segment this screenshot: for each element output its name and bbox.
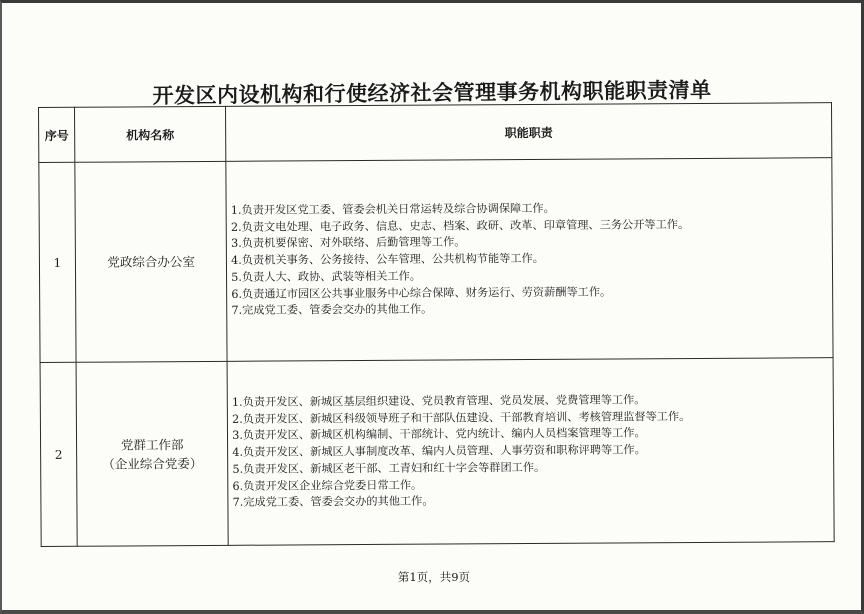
duty-item: 4.负责机关事务、公务接待、公车管理、公共机构节能等工作。: [231, 252, 544, 267]
row-organization-name: [76, 361, 228, 546]
duty-item: 5.负责人大、政协、武装等相关工作。: [231, 269, 421, 284]
duty-item: 6.负责开发区企业综合党委日常工作。: [232, 478, 423, 493]
row-duties: [227, 358, 834, 546]
organization-name-line: 党政综合办公室: [107, 254, 195, 270]
duty-item: 1.负责开发区党工委、管委会机关日常运转及综合协调保障工作。: [230, 201, 555, 217]
duty-item: 7.完成党工委、管委会交办的其他工作。: [231, 302, 433, 318]
row-duties: [226, 158, 833, 362]
duty-item: 3.负责开发区、新城区机构编制、干部统计、党内统计、编内人员档案管理等工作。: [232, 426, 646, 443]
duty-item: 2.负责文电处理、电子政务、信息、史志、档案、政研、改革、印章管理、三务公开等工作。: [230, 217, 690, 234]
table-header-row: [39, 103, 832, 163]
duty-item: 4.负责开发区、新城区人事制度改革、编内人员管理、人事劳资和职称评聘等工作。: [232, 443, 646, 459]
duty-item: 1.负责开发区、新城区基层组织建设、党员教育管理、党员发展、党费管理等工作。: [231, 393, 646, 409]
document-title: 开发区内设机构和行使经济社会管理事务机构职能职责清单: [152, 77, 712, 108]
table-row: [39, 158, 833, 363]
header-serial-number: 序号: [39, 107, 75, 162]
row-organization-name: [75, 161, 227, 362]
duty-item: 7.完成党工委、管委会交办的其他工作。: [232, 494, 434, 510]
page-number: 第1页，共9页: [397, 570, 471, 584]
organization-name-line: 党群工作部: [120, 436, 184, 452]
duty-item: 2.负责开发区、新城区科级领导班子和干部队伍建设、干部教育培训、考核管理监督等工作。: [232, 409, 691, 426]
row-serial-number: 2: [40, 362, 77, 546]
header-organization-name: 机构名称: [75, 106, 227, 162]
organization-name-line: （企业综合党委）: [102, 455, 203, 472]
table-row: [40, 358, 834, 547]
duties-table: [38, 102, 835, 547]
header-duties: 职能职责: [226, 103, 832, 162]
duty-item: 3.负责机要保密、对外联络、后勤管理等工作。: [231, 235, 466, 251]
duty-item: 5.负责开发区、新城区老干部、工青妇和红十字会等群团工作。: [232, 460, 546, 476]
duty-item: 6.负责通辽市园区公共事业服务中心综合保障、财务运行、劳资薪酬等工作。: [231, 285, 612, 301]
row-serial-number: 1: [39, 162, 76, 362]
